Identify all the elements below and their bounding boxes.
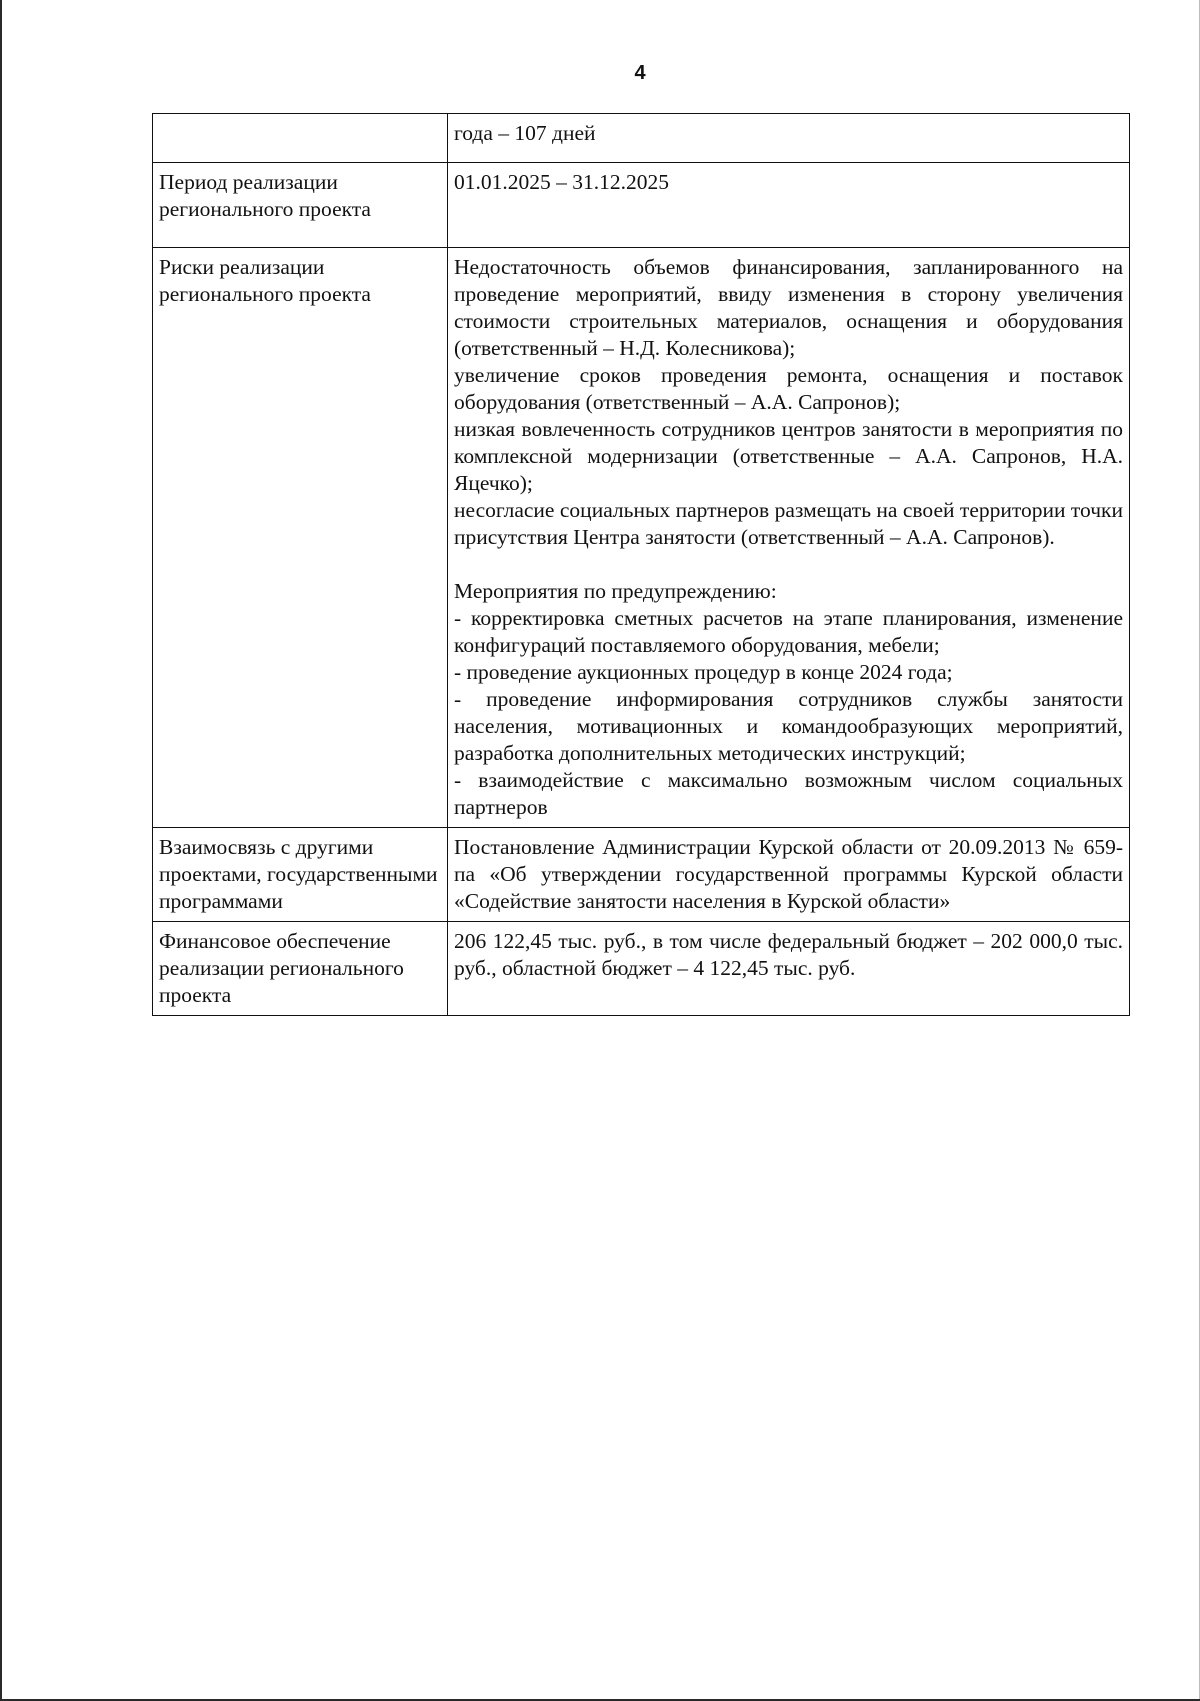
row-value [448, 114, 1130, 163]
value-paragraph: низкая вовлеченность сотрудников центров занятости в мероприятия по комплексной модернизации (ответственные – А.А. Сапронов, Н.А. Яцечко); [454, 417, 1123, 495]
passport-table [152, 113, 1130, 1016]
value-paragraph: - взаимодействие с максимально возможным числом социальных партнеров [454, 768, 1123, 819]
value-paragraph: Недостаточность объемов финансирования, запланированного на проведение мероприятий, ввиду изменения в сторону увеличения стоимости строительных материалов, оснащения и оборудования (ответственный – Н.Д. Колесникова); [454, 255, 1123, 360]
value-paragraph: 206 122,45 тыс. руб., в том числе федеральный бюджет – 202 000,0 тыс. руб., областной бюджет – 4 122,45 тыс. руб. [454, 929, 1123, 980]
row-label [153, 114, 448, 163]
table-row [153, 828, 1130, 922]
page-number: 4 [634, 62, 646, 84]
table-row [153, 922, 1130, 1016]
paragraph-spacer [454, 551, 1123, 578]
value-paragraph: Мероприятия по предупреждению: [454, 579, 777, 603]
value-paragraph: года – 107 дней [454, 121, 596, 145]
value-paragraph: несогласие социальных партнеров размещать на своей территории точки присутствия Центра занятости (ответственный – А.А. Сапронов). [454, 498, 1123, 549]
value-paragraph: - проведение аукционных процедур в конце 2024 года; [454, 660, 953, 684]
table-row [153, 248, 1130, 828]
row-label: Риски реализации регионального проекта [153, 248, 448, 828]
row-value [448, 828, 1130, 922]
row-label: Взаимосвязь с другими проектами, государственными программами [153, 828, 448, 922]
value-paragraph: - корректировка сметных расчетов на этапе планирования, изменение конфигураций поставляемого оборудования, мебели; [454, 606, 1123, 657]
value-paragraph: 01.01.2025 – 31.12.2025 [454, 170, 669, 194]
row-value [448, 922, 1130, 1016]
row-label: Период реализации регионального проекта [153, 163, 448, 248]
value-paragraph: увеличение сроков проведения ремонта, оснащения и поставок оборудования (ответственный – А.А. Сапронов); [454, 363, 1123, 414]
value-paragraph: - проведение информирования сотрудников службы занятости населения, мотивационных и командообразующих мероприятий, разработка дополнительных методических инструкций; [454, 687, 1123, 765]
value-paragraph: Постановление Администрации Курской области от 20.09.2013 № 659-па «Об утверждении государственной программы Курской области «Содействие занятости населения в Курской области» [454, 835, 1123, 913]
table-row [153, 163, 1130, 248]
row-label: Финансовое обеспечение реализации регионального проекта [153, 922, 448, 1016]
table-row [153, 114, 1130, 163]
scan-edge-left [0, 0, 2, 1701]
row-value [448, 248, 1130, 828]
row-value [448, 163, 1130, 248]
